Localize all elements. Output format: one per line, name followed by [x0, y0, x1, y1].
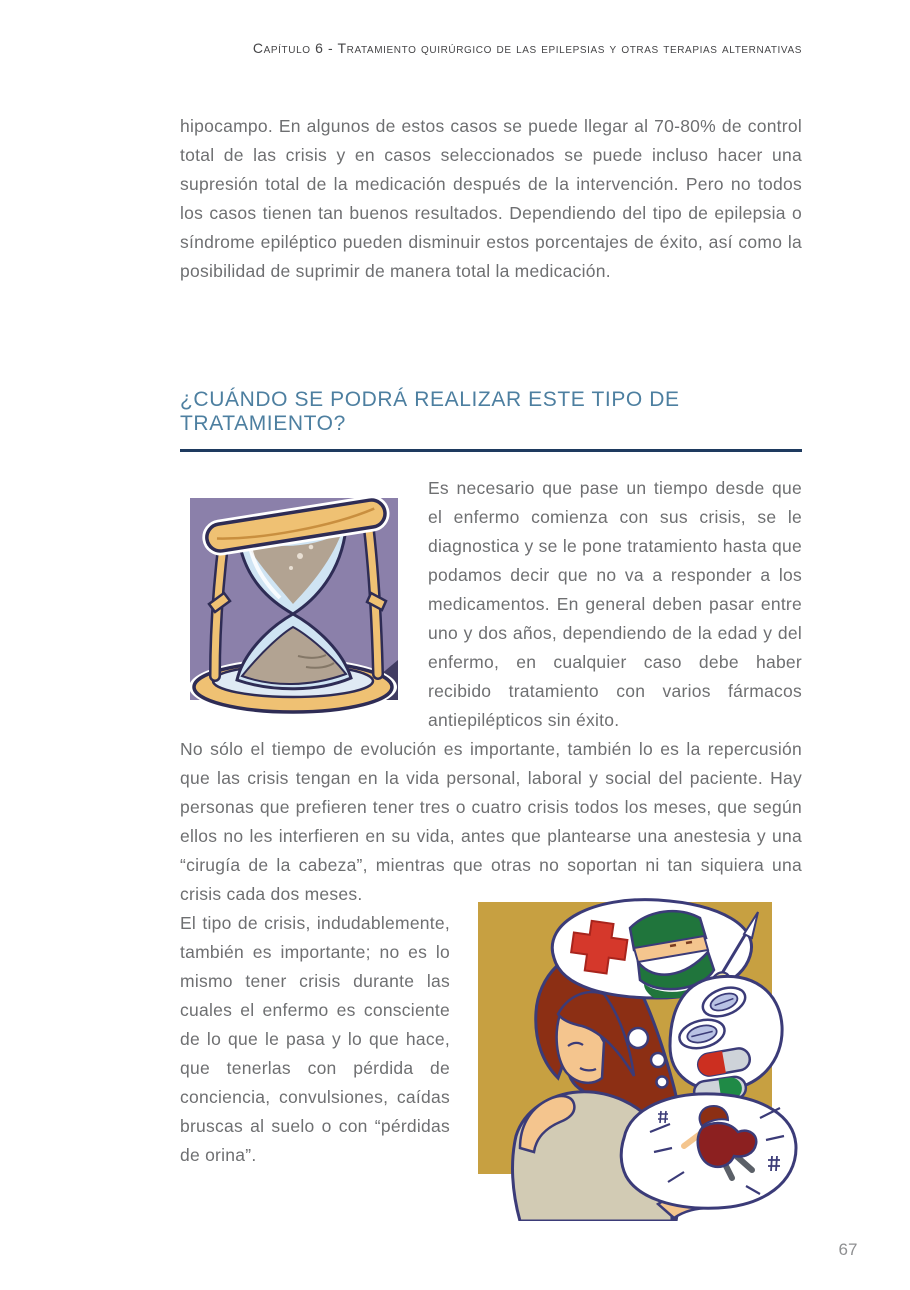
patient-thoughts-illustration	[462, 886, 802, 1221]
paragraph-repercussion	[180, 735, 802, 909]
hourglass-illustration	[180, 476, 412, 724]
page-content	[180, 112, 802, 1225]
page-number: 67	[838, 1240, 858, 1259]
hourglass-section	[180, 474, 802, 735]
repercussion-text-part2: ni tan siquiera una crisis cada dos meses.	[180, 855, 802, 904]
chapter-header: Capítulo 6 - Tratamiento quirúrgico de las epilepsias y otras terapias alternativas	[252, 40, 802, 56]
paragraph-crisis-type: El tipo de crisis, indudablemente, también es importante; no es lo mismo tener crisis durante las cuales el enfermo es consciente de lo que le pasa y lo que hace, que tenerlas con pérdida de conciencia, convulsiones, caídas bruscas al suelo o con “pérdidas de orina”.	[180, 913, 450, 1165]
repercussion-text-part1: No sólo el tiempo de evolución es importante, también lo es la repercusión que las crisis tengan en la vida personal, laboral y social del paciente. Hay personas que prefieren tener tres o cuatro crisis todos los meses, que según ellos no les interfieren en su vida, antes que plantearse una anestesia y una “cirugía de la cabeza”, mientras que otras no soportan	[180, 739, 802, 875]
paragraph-waiting-time: Es necesario que pase un tiempo desde que el enfermo comienza con sus crisis, se le diagnostica y se le pone tratamiento hasta que podamos decir que no va a responder a los medicamentos. En general deben pasar entre uno y dos años, dependiendo de la edad y del enfermo, en cualquier caso debe haber recibido tratamiento con varios fármacos antiepilépticos sin éxito.	[428, 478, 802, 730]
paragraph-intro: hipocampo. En algunos de estos casos se puede llegar al 70-80% de control total de las crisis y en casos seleccionados se puede incluso hacer una supresión total de la medicación después de la intervención. Pero no todos los casos tienen tan buenos resultados. Dependiendo del tipo de epilepsia o síndrome epiléptico pueden disminuir estos porcentajes de éxito, así como la posibilidad de suprimir de manera total la medicación.	[180, 116, 802, 281]
section-heading: ¿CUÁNDO SE PODRÁ REALIZAR ESTE TIPO DE TRATAMIENTO?	[180, 388, 802, 452]
